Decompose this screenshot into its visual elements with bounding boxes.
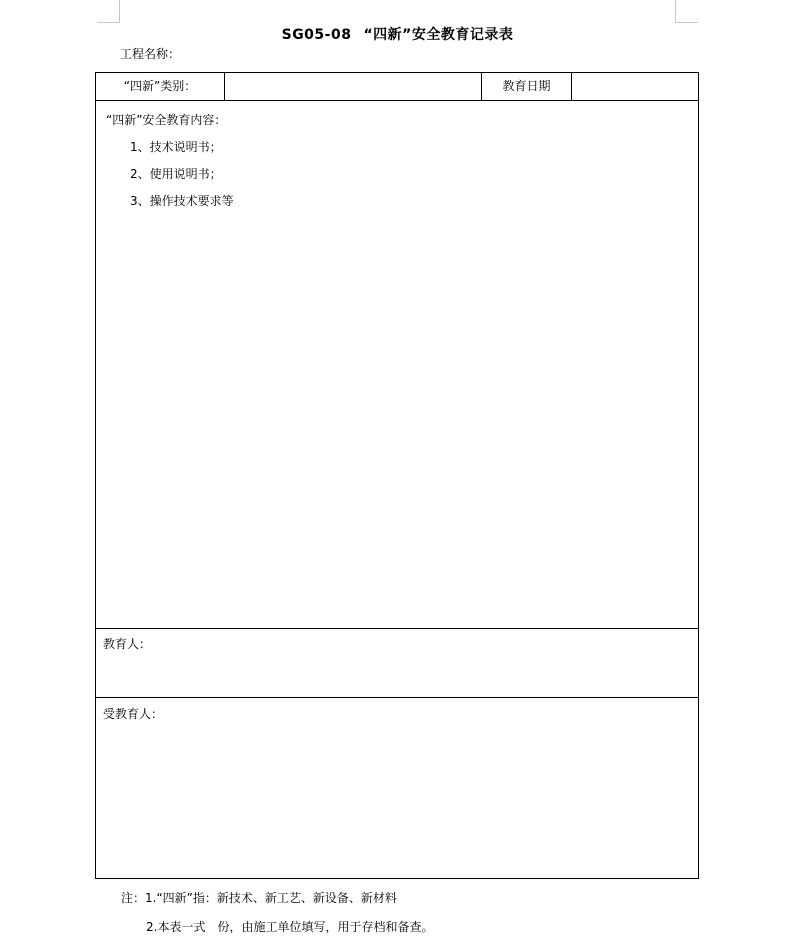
form-title <box>0 24 795 44</box>
education-content-section[interactable] <box>96 101 698 629</box>
form-code: SG05-08 <box>281 27 352 43</box>
crop-mark-top-right <box>675 0 698 23</box>
category-label: “四新”类别： <box>96 73 225 100</box>
project-name-label: 工程名称： <box>120 47 181 61</box>
note-line-2: 2.本表一式 份，由施工单位填写，用于存档和备查。 <box>146 920 434 934</box>
educatee-section[interactable] <box>96 698 698 878</box>
content-heading: “四新”安全教育内容： <box>106 113 227 127</box>
category-field[interactable] <box>225 73 482 100</box>
education-date-field[interactable] <box>572 73 698 100</box>
header-row <box>96 73 698 101</box>
form-name: “四新”安全教育记录表 <box>363 27 514 43</box>
education-date-label: 教育日期 <box>482 73 572 100</box>
content-item: 3、操作技术要求等 <box>130 194 234 208</box>
note-line-1: 注：1.“四新”指：新技术、新工艺、新设备、新材料 <box>121 891 397 905</box>
educatee-label: 受教育人： <box>103 707 164 721</box>
crop-mark-top-left <box>97 0 120 23</box>
content-item: 2、使用说明书； <box>130 167 222 181</box>
educator-section[interactable] <box>96 629 698 698</box>
educator-label: 教育人： <box>103 637 152 651</box>
record-form <box>95 72 699 879</box>
content-item: 1、技术说明书； <box>130 140 222 154</box>
